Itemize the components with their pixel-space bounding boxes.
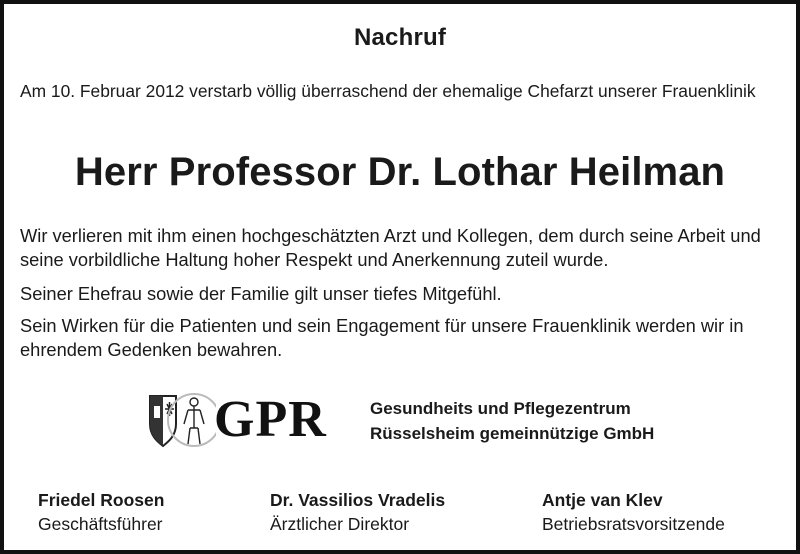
- logo-wordmark: GPR: [214, 391, 327, 448]
- signatory: [542, 488, 725, 536]
- organization-name-line2: Rüsselsheim gemeinnützige GmbH: [370, 424, 655, 443]
- deceased-name: Herr Professor Dr. Lothar Heilman: [74, 150, 726, 194]
- signatory: [270, 488, 445, 536]
- organization-name-line1: Gesundheits und Pflegezentrum: [370, 399, 631, 418]
- signatory-role: Betriebsratsvorsitzende: [542, 514, 725, 534]
- signatory: [38, 488, 164, 536]
- notice-heading: Nachruf: [353, 24, 447, 51]
- signatory-role: Geschäftsführer: [38, 514, 163, 534]
- condolence-paragraph: Seiner Ehefrau sowie der Familie gilt unser tiefes Mitgefühl.: [20, 283, 502, 304]
- remembrance-paragraph: Sein Wirken für die Patienten und sein Engagement für unsere Frauenklinik werden wir in ehrendem Gedenken bewahren.: [20, 315, 744, 360]
- human-figure-icon: [184, 398, 204, 444]
- tribute-paragraph: Wir verlieren mit ihm einen hochgeschätzten Arzt und Kollegen, dem durch seine Arbeit und seine vorbildliche Haltung hoher Respekt und Anerkennung zuteil wurde.: [20, 225, 761, 270]
- organization-name: [370, 396, 654, 446]
- gpr-logo: [146, 390, 346, 450]
- logo-emblem-icon: [146, 390, 216, 450]
- signatory-role: Ärztlicher Direktor: [270, 514, 410, 534]
- signatory-name: Dr. Vassilios Vradelis: [270, 490, 446, 510]
- signatory-name: Antje van Klev: [542, 490, 663, 510]
- signatory-name: Friedel Roosen: [38, 490, 165, 510]
- notice-intro: Am 10. Februar 2012 verstarb völlig überraschend der ehemalige Chefarzt unserer Frauenklinik: [20, 81, 756, 101]
